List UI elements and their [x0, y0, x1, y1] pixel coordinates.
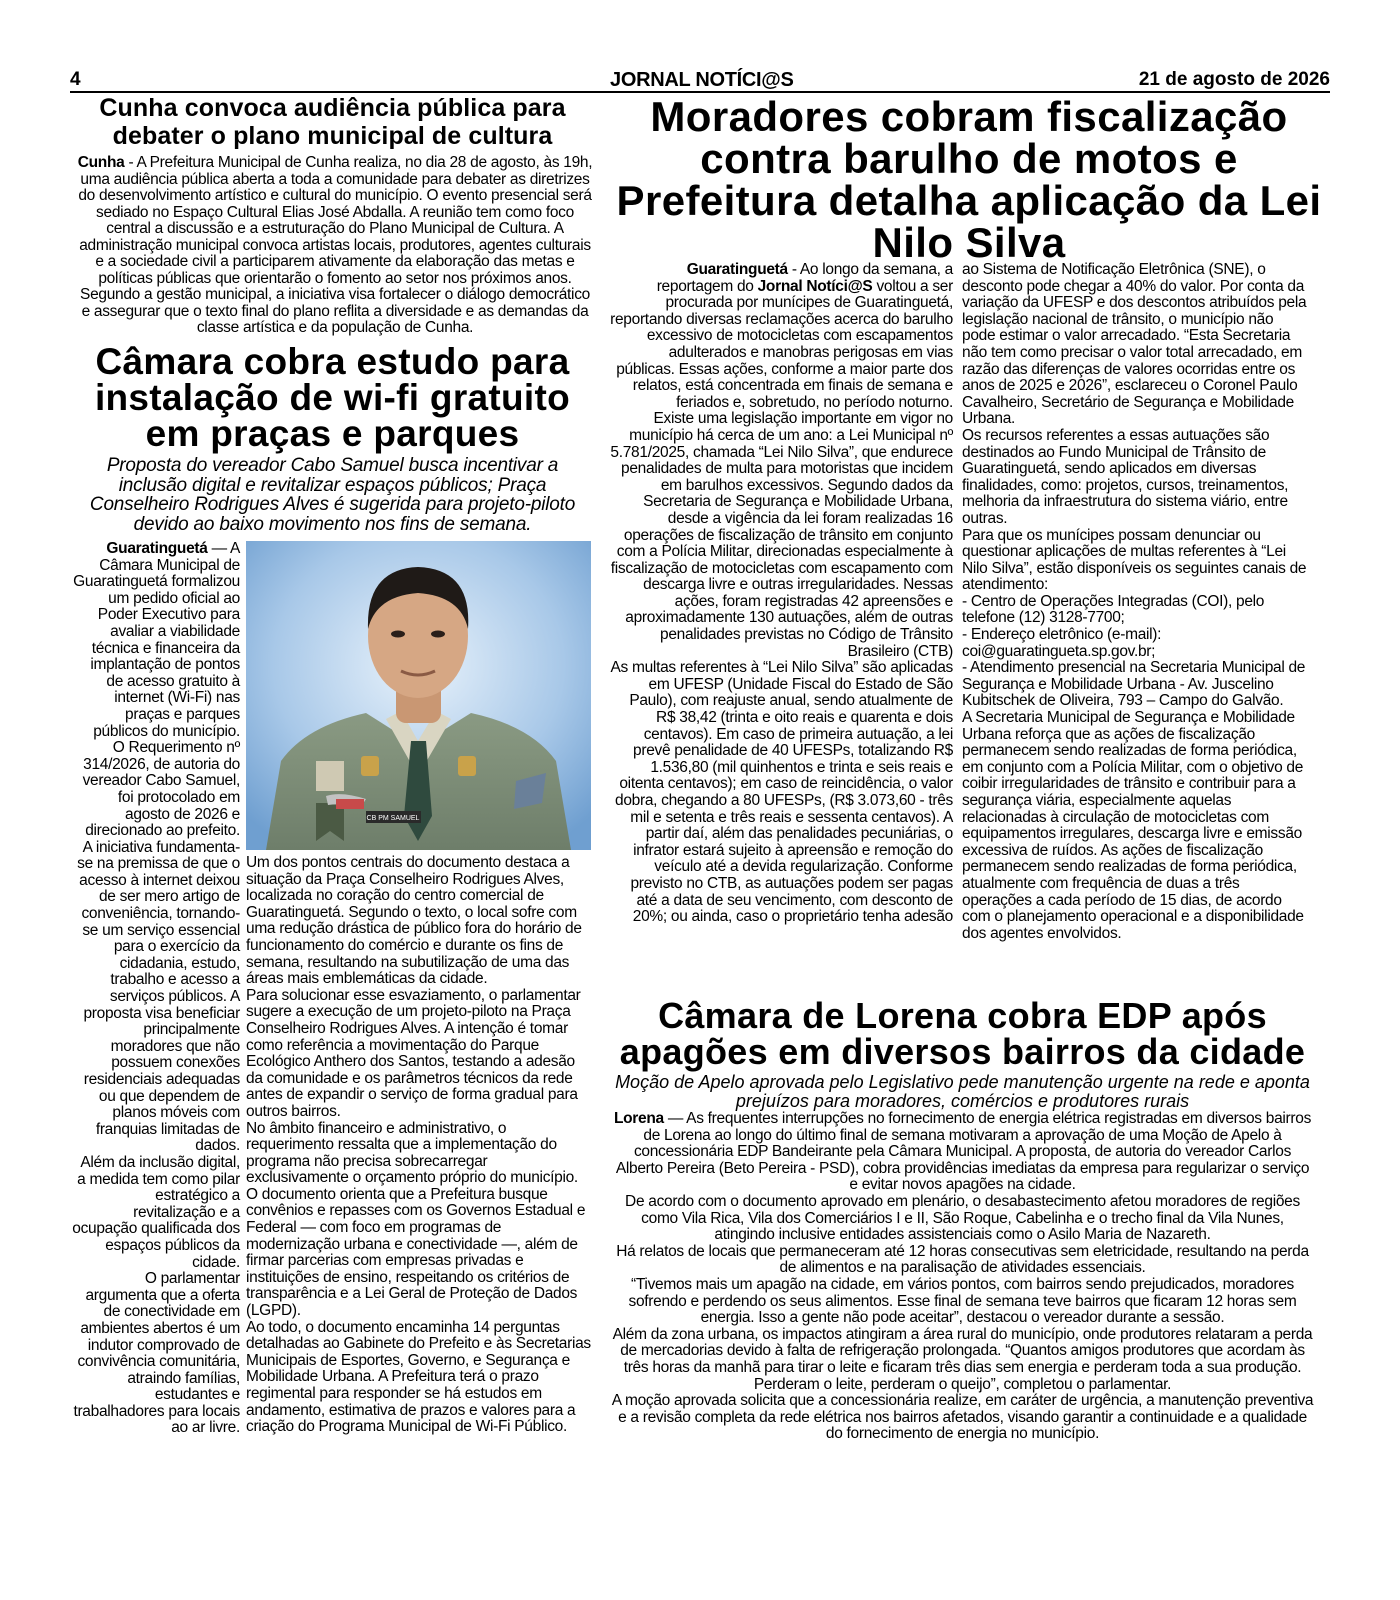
motos-paragraph: Os recursos referentes a essas autuações são destinados ao Fundo Municipal de Trânsito de Guaratinguetá, sendo aplicados em diversas finalidades, como: projetos, cursos, treinamentos, melhoria da infraestrutura do sistema viário, entre outras.	[962, 426, 1289, 527]
camara-paragraph: A iniciativa fundamenta-se na premissa de que o acesso à internet deixou de ser mero artigo de conveniência, tornando-se um serviço essencial para o exercício da cidadania, estudo, trabalho e acesso a serviços públicos. A proposta visa beneficiar principalmente moradores que não possuem conexões residenciais adequadas ou que dependem de planos móveis com franquias limitadas de dados.	[77, 838, 240, 1155]
motos-column-1	[608, 262, 953, 926]
camara-paragraph: Para solucionar esse esvaziamento, o parlamentar sugere a execução de um projeto-piloto na Praça Conselheiro Rodrigues Alves. A intenção é tomar como referência a movimentação do Parque Ecológico Anthero dos Santos, testando a adesão da comunidade e os parâmetros técnicos da rede antes de expandir o serviço de forma gradual para outros bairros.	[246, 986, 581, 1120]
motos-paragraph: - Endereço eletrônico (e-mail): coi@guaratingueta.sp.gov.br;	[962, 626, 1162, 660]
camara-paragraph: Guaratinguetá — A Câmara Municipal de Guaratinguetá formalizou um pedido oficial ao Poder Executivo para avaliar a viabilidade técnica e financeira da implantação de pontos de acesso gratuito à internet (Wi-Fi) nas praças e parques públicos do município.	[73, 540, 240, 740]
lorena-paragraph: A moção aprovada solicita que a concessionária realize, em caráter de urgência, a manutenção preventiva e a revisão completa da rede elétrica nos bairros afetados, visando garantir a continuidade e a qualidade do fornecimento de energia no município.	[611, 1392, 1314, 1443]
page-header	[70, 71, 1330, 93]
motos-lead: Guaratinguetá - Ao longo da semana, a reportagem do Jornal Notíci@S voltou a ser procurada por munícipes de Guaratinguetá, reportando diversas reclamações acerca do barulho excessivo de motocicletas com escapamentos adulterados e manobras perigosas em vias públicas. Essas ações, conforme a maior parte dos relatos, está concentrada em finais de semana e feriados e, sobretudo, no período noturno.	[610, 261, 953, 411]
lorena-paragraph: Lorena — As frequentes interrupções no fornecimento de energia elétrica registradas em diversos bairros de Lorena ao longo do último final de semana motivaram a aprovação de uma Moção de Apelo à concessionária EDP Bandeirante pela Câmara Municipal. A proposta, de autoria do vereador Carlos Alberto Pereira (Beto Pereira - PSD), cobra providências imediatas da empresa para regularizar o serviço e evitar novos apagões na cidade.	[613, 1110, 1312, 1194]
motos-column-2	[962, 262, 1307, 942]
camara-paragraph: Um dos pontos centrais do documento destaca a situação da Praça Conselheiro Rodrigues Alves, localizada no coração do centro comercial de Guaratinguetá. Segundo o texto, o local sofre com uma redução drástica de público fora do horário de funcionamento do comércio e durante os fins de semana, resultando na subutilização de uma das áreas mais emblemáticas da cidade.	[246, 854, 582, 988]
lorena-paragraph: Além da zona urbana, os impactos atingiram a área rural do município, onde produtores relataram a perda de mercadorias devido à falta de refrigeração prolongada. “Quantos amigos produtores que acordam às três horas da manhã para tirar o leite e ficaram três dias sem energia e perderam toda a sua produção. Perderam o leite, perderam o queijo”, completou o parlamentar.	[612, 1325, 1313, 1393]
motos-paragraph: Existe uma legislação importante em vigor no município há cerca de um ano: a Lei Municipal nº 5.781/2025, chamada “Lei Nilo Silva”, que endurece penalidades de multa para motoristas que incidem em barulhos excessivos. Segundo dados da Secretaria de Segurança e Mobilidade Urbana, desde a vigência da lei foram realizadas 16 operações de fiscalização de trânsito em conjunto com a Polícia Militar, direcionadas especialmente à fiscalização de motocicletas com escapamento com descarga livre e outras irregularidades. Nessas ações, foram registradas 42 apreensões e aproximadamente 130 autuações, além de outras penalidades previstas no Código de Trânsito Brasileiro (CTB)	[610, 410, 953, 660]
camara-paragraph: No âmbito financeiro e administrativo, o requerimento ressalta que a implementação do programa não precisa sobrecarregar exclusivamente o orçamento próprio do município.	[246, 1119, 578, 1187]
cunha-headline: Cunha convoca audiência pública para debater o plano municipal de cultura	[99, 94, 566, 150]
lorena-headline: Câmara de Lorena cobra EDP após apagões em diversos bairros da cidade	[619, 995, 1306, 1072]
motos-headline: Moradores cobram fiscalização contra barulho de motos e Prefeitura detalha aplicação da Lei Nilo Silva	[616, 93, 1322, 266]
lorena-dateline: Lorena	[613, 1110, 664, 1127]
camara-column-1	[72, 541, 240, 1437]
camara-column-2	[246, 855, 591, 1436]
name-tag: CB PM SAMUEL	[366, 815, 420, 822]
lorena-paragraph: De acordo com o documento aprovado em plenário, o desabastecimento afetou moradores de regiões como Vila Rica, Vila dos Comerciários I e II, São Roque, Cabelinha e o trecho final da Vila Nunes, atingindo inclusive entidades assistenciais como o Asilo Maria de Nazareth.	[625, 1192, 1300, 1244]
lorena-paragraph: Há relatos de locais que permaneceram até 12 horas consecutivas sem eletricidade, resultando na perda de alimentos e na paralisação de atividades essenciais.	[616, 1242, 1309, 1277]
motos-paragraph: Para que os munícipes possam denunciar ou questionar aplicações de multas referentes à “Lei Nilo Silva”, estão disponíveis os seguintes canais de atendimento:	[962, 526, 1307, 594]
motos-paragraph: - Centro de Operações Integradas (COI), pelo telefone (12) 3128-7700;	[962, 592, 1265, 627]
camara-dek: Proposta do vereador Cabo Samuel busca incentivar a inclusão digital e revitalizar espaços públicos; Praça Conselheiro Rodrigues Alves é sugerida para projeto-piloto devido ao baixo movimento nos fins de semana.	[89, 455, 576, 535]
lorena-dek: Moção de Apelo aprovada pelo Legislativo pede manutenção urgente na rede e aponta prejuízos para moradores, comércios e produtores rurais	[615, 1072, 1310, 1111]
page-number: 4	[70, 69, 81, 90]
motos-paragraph: A Secretaria Municipal de Segurança e Mobilidade Urbana reforça que as ações de fiscalização permanecem sendo realizadas de forma periódica, em conjunto com a Polícia Militar, com o objetivo de coibir irregularidades de trânsito e contribuir para a segurança viária, especialmente aquelas relacionadas à circulação de motocicletas com equipamentos irregulares, descarga livre e emissão excessiva de ruídos. As ações de fiscalização permanecem sendo realizadas de forma periódica, atualmente com frequência de duas a três operações a cada período de 15 dias, de acordo com o planejamento operacional e a disponibilidade dos agentes envolvidos.	[962, 709, 1304, 942]
camara-paragraph: Além da inclusão digital, a medida tem como pilar estratégico a revitalização e a ocupação qualificada dos espaços públicos da cidade.	[72, 1153, 240, 1271]
cunha-dateline: Cunha	[77, 154, 125, 171]
issue-date: 21 de agosto de 2026	[1138, 69, 1330, 90]
motos-dateline: Guaratinguetá	[686, 261, 788, 278]
lorena-paragraph: “Tivemos mais um apagão na cidade, em vários pontos, com bairros sendo prejudicados, moradores sofrendo e perdendo os seus alimentos. Esse final de semana teve bairros que ficaram 12 horas sem energia. Isso a gente não pode aceitar”, destacou o vereador durante a sessão.	[628, 1275, 1297, 1327]
motos-paragraph: - Atendimento presencial na Secretaria Municipal de Segurança e Mobilidade Urbana - Av. Juscelino Kubitschek de Oliveira, 793 – Campo do Galvão.	[962, 659, 1306, 710]
vereador-photo	[246, 541, 591, 850]
camara-paragraph: O parlamentar argumenta que a oferta de conectividade em ambientes abertos é um indutor comprovado de convivência comunitária, atraindo famílias, estudantes e trabalhadores para locais ao ar livre.	[73, 1270, 240, 1437]
lorena-body	[610, 1111, 1315, 1443]
masthead: JORNAL NOTÍCI@S	[610, 69, 794, 91]
newspaper-name: Jornal Notíci@S	[757, 277, 873, 295]
cunha-body	[75, 155, 595, 337]
cunha-text: - A Prefeitura Municipal de Cunha realiza, no dia 28 de agosto, às 19h, uma audiência pública aberta a toda a comunidade para debater as diretrizes do desenvolvimento artístico e cultural do município. O evento presencial será sediado no Espaço Cultural Elias José Abdalla. A reunião tem como foco central a discussão e a estruturação do Plano Municipal de Cultura. A administração municipal convoca artistas locais, produtores, agentes culturais e a sociedade civil a participarem ativamente da elaboração das metas e políticas públicas que orientarão o fomento ao setor nos próximos anos. Segundo a gestão municipal, a iniciativa visa fortalecer o diálogo democrático e assegurar que o texto final do plano reflita a diversidade e as demandas da classe artística e da população de Cunha.	[78, 154, 593, 336]
camara-dateline: Guaratinguetá	[106, 540, 208, 557]
camara-paragraph: O documento orienta que a Prefeitura busque convênios e repasses com os Governos Estadual e Federal — com foco em programas de modernização urbana e conectividade —, além de firmar parcerias com empresas privadas e instituições de ensino, respeitando os critérios de transparência e a Lei Geral de Proteção de Dados (LGPD).	[246, 1185, 586, 1320]
camara-headline: Câmara cobra estudo para instalação de wi-fi gratuito em praças e parques	[94, 341, 571, 454]
camara-paragraph: Ao todo, o documento encaminha 14 perguntas detalhadas ao Gabinete do Prefeito e às Secretarias Municipais de Esportes, Governo, e Segurança e Mobilidade Urbana. A Prefeitura terá o prazo regimental para responder se há estudos em andamento, estimativa de prazos e valores para a criação do Programa Municipal de Wi-Fi Público.	[246, 1318, 591, 1436]
motos-paragraph: As multas referentes à “Lei Nilo Silva” são aplicadas em UFESP (Unidade Fiscal do Estado de São Paulo), com reajuste anual, sendo atualmente de R$ 38,42 (trinta e oito reais e quarenta e dois centavos). Em caso de primeira autuação, a lei prevê penalidade de 40 UFESPs, totalizando R$ 1.536,80 (mil quinhentos e trinta e seis reais e oitenta centavos); em caso de reincidência, o valor dobra, chegando a 80 UFESPs, (R$ 3.073,60 - três mil e setenta e três reais e sessenta centavos). A partir daí, além das penalidades pecuniárias, o infrator estará sujeito à apreensão e remoção do veículo até a devida regularização. Conforme previsto no CTB, as autuações podem ser pagas até a data de seu vencimento, com desconto de 20%; ou ainda, caso o proprietário tenha adesão	[610, 659, 953, 926]
motos-paragraph: ao Sistema de Notificação Eletrônica (SNE), o desconto pode chegar a 40% do valor. Por conta da variação da UFESP e dos descontos atribuídos pela legislação nacional de trânsito, o município não pode estimar o valor arrecadado. “Esta Secretaria não tem como precisar o valor total arrecadado, em razão das diferenças de valores ocorridas entre os anos de 2025 e 2026”, esclareceu o Coronel Paulo Cavalheiro, Secretário de Segurança e Mobilidade Urbana.	[962, 261, 1307, 428]
camara-paragraph: O Requerimento nº 314/2026, de autoria do vereador Cabo Samuel, foi protocolado em agosto de 2026 e direcionado ao prefeito.	[82, 739, 240, 840]
